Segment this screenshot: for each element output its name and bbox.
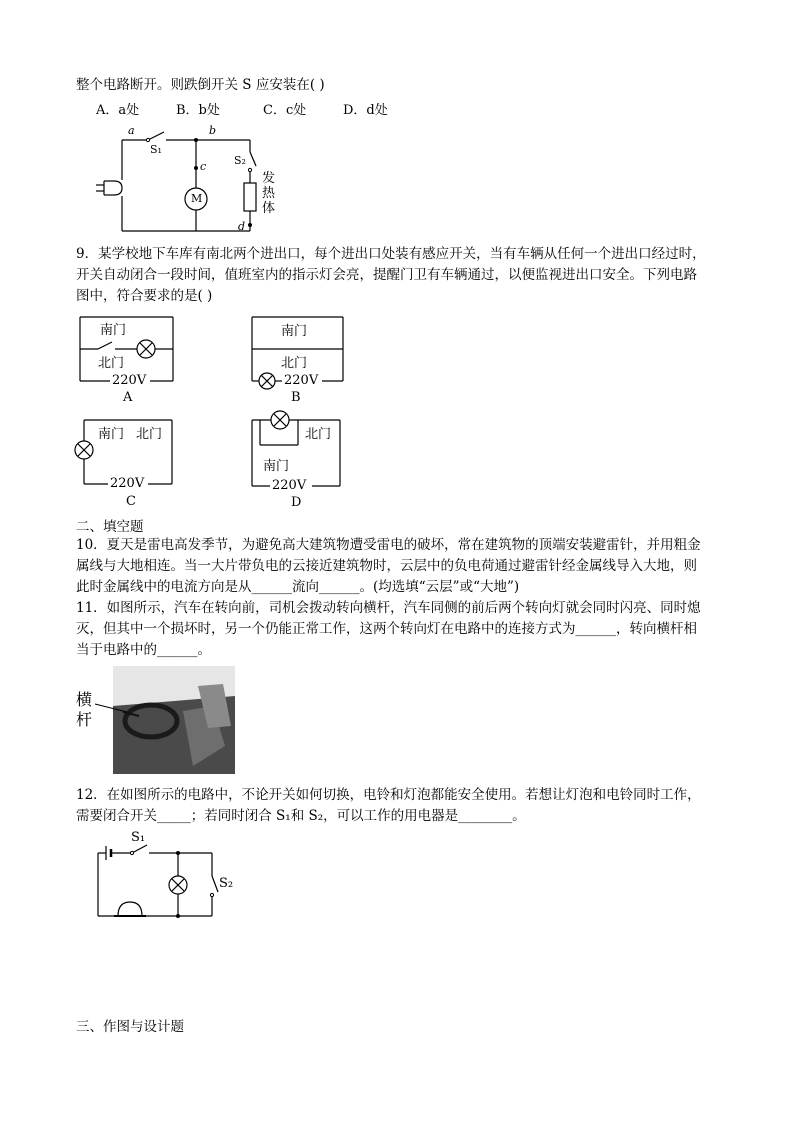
q9-label-d: D: [291, 495, 302, 510]
q9-d-south-gate: 南门: [263, 459, 290, 474]
q10-line-3: 此时金属线中的电流方向是从______流向______。(均选填“云层”或“大地”): [76, 579, 520, 595]
q12-label-s1: S₁: [131, 830, 146, 845]
lever-label: 横 杆: [76, 690, 93, 729]
q9-label-a: A: [123, 390, 133, 405]
q12-label-s2: S₂: [219, 876, 234, 891]
q8-label-c: c: [200, 160, 207, 173]
q11-line-2: 灭，但其中一个损坏时，另一个仍能正常工作，这两个转向灯在电路中的连接方式为______，转向横杆相: [76, 621, 697, 637]
q9-a-north-gate: 北门: [98, 356, 125, 371]
q9-c-south-gate: 南门: [98, 427, 125, 442]
q9-c-north-gate: 北门: [136, 427, 163, 442]
q8-option-a: A．a处: [96, 103, 140, 118]
q8-label-b: b: [209, 124, 217, 137]
q9-label-b: B: [291, 390, 301, 405]
q8-label-a: a: [128, 124, 135, 137]
q12-line-1: 12．在如图所示的电路中，不论开关如何切换，电铃和灯泡都能安全使用。若想让灯泡和电铃同时工作，: [76, 787, 701, 803]
q9-b-voltage: 220V: [284, 373, 319, 388]
q8-option-d: D．d处: [343, 103, 388, 118]
q9-line-3: 图中，符合要求的是( ): [76, 288, 213, 304]
q8-option-b: B．b处: [176, 103, 220, 118]
q8-heater-label: 发 热 体: [262, 171, 276, 216]
q10-line-1: 10．夏天是雷电高发季节，为避免高大建筑物遭受雷电的破坏，常在建筑物的顶端安装避雷针，并用粗金: [76, 537, 701, 553]
q9-line-2: 开关自动闭合一段时间，值班室内的指示灯会亮，提醒门卫有车辆通过，以便监视进出口安全。下列电路: [76, 267, 697, 283]
q8-label-s2: S₂: [234, 154, 246, 167]
q9-a-voltage: 220V: [112, 373, 147, 388]
q9-a-south-gate: 南门: [100, 323, 127, 338]
q9-b-south-gate: 南门: [281, 324, 308, 339]
q8-label-s1: S₁: [150, 143, 162, 156]
q11-line-3: 当于电路中的______。: [76, 642, 211, 658]
q9-c-voltage: 220V: [110, 476, 145, 491]
q8-stem-tail: 整个电路断开。则跌倒开关 S 应安装在( ): [76, 77, 325, 93]
q9-d-voltage: 220V: [272, 478, 307, 493]
q12-line-2: 需要闭合开关_____；若同时闭合 S₁和 S₂，可以工作的用电器是________。: [76, 808, 526, 824]
q9-line-1: 9．某学校地下车库有南北两个进出口，每个进出口处装有感应开关，当有车辆从任何一个进出口经过时，: [76, 246, 706, 262]
q8-option-c: C．c处: [263, 103, 307, 118]
q8-label-d: d: [238, 220, 246, 233]
section-3-heading: 三、作图与设计题: [76, 1019, 184, 1035]
section-2-heading: 二、填空题: [76, 519, 144, 535]
q10-line-2: 属线与大地相连。当一大片带负电的云接近建筑物时，云层中的负电荷通过避雷针经金属线导入大地，则: [76, 558, 697, 574]
q9-d-north-gate: 北门: [305, 427, 332, 442]
q9-label-c: C: [126, 494, 136, 509]
q8-motor-label: M: [191, 192, 203, 205]
q9-b-north-gate: 北门: [281, 356, 308, 371]
q11-line-1: 11．如图所示，汽车在转向前，司机会拨动转向横杆，汽车同侧的前后两个转向灯就会同时闪亮、同时熄: [76, 600, 701, 616]
